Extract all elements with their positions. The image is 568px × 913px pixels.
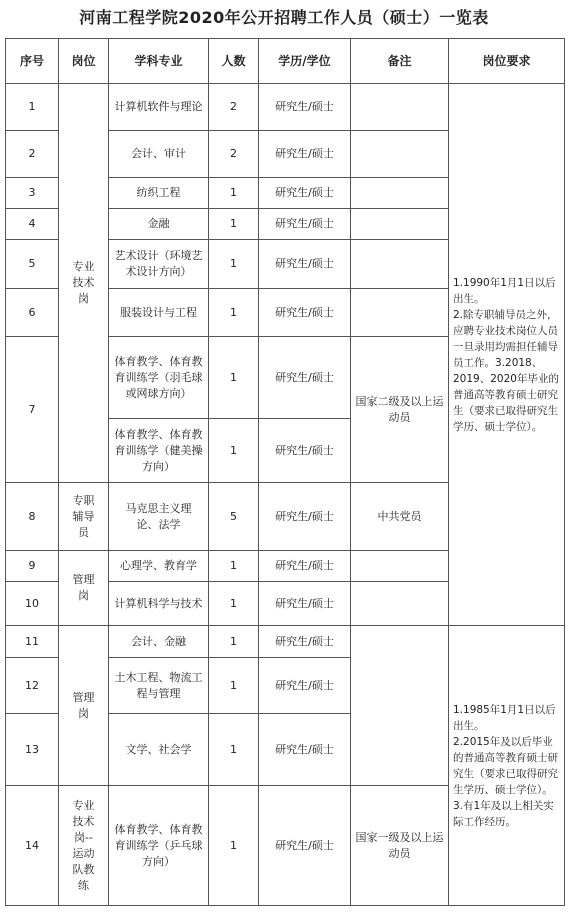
cell-no: 2 <box>6 131 59 178</box>
table-row <box>6 84 565 131</box>
cell-major: 金融 <box>109 209 209 240</box>
cell-major: 会计、金融 <box>109 626 209 658</box>
cell-post: 专职辅导员 <box>59 483 109 551</box>
cell-no: 5 <box>6 240 59 289</box>
cell-degree: 研究生/硕士 <box>259 209 351 240</box>
cell-post: 专业技术岗 <box>59 84 109 483</box>
cell-degree: 研究生/硕士 <box>259 658 351 714</box>
cell-count: 1 <box>209 714 259 786</box>
cell-count: 1 <box>209 658 259 714</box>
cell-count: 1 <box>209 209 259 240</box>
header-remark: 备注 <box>351 39 449 84</box>
cell-remark <box>351 551 449 582</box>
cell-no: 4 <box>6 209 59 240</box>
table-row <box>6 626 565 658</box>
cell-major: 文学、社会学 <box>109 714 209 786</box>
cell-no: 1 <box>6 84 59 131</box>
cell-no: 12 <box>6 658 59 714</box>
cell-major: 会计、审计 <box>109 131 209 178</box>
header-no: 序号 <box>6 39 59 84</box>
cell-degree: 研究生/硕士 <box>259 626 351 658</box>
cell-remark <box>351 84 449 131</box>
cell-no: 10 <box>6 582 59 626</box>
cell-degree: 研究生/硕士 <box>259 582 351 626</box>
cell-degree: 研究生/硕士 <box>259 337 351 419</box>
cell-major: 纺织工程 <box>109 178 209 209</box>
cell-remark <box>351 240 449 289</box>
cell-count: 1 <box>209 289 259 337</box>
cell-major: 服装设计与工程 <box>109 289 209 337</box>
cell-requirement: 1.1985年1月1日以后出生。 2.2015年及以后毕业的普通高等教育硕士研究生（要求已取得研究生学历、硕士学位）。 3.有1年及以上相关实际工作经历。 <box>449 626 565 906</box>
cell-remark <box>351 178 449 209</box>
cell-count: 1 <box>209 419 259 483</box>
cell-no: 14 <box>6 786 59 906</box>
cell-remark <box>351 131 449 178</box>
cell-major: 体育教学、体育教育训练学（乒乓球方向） <box>109 786 209 906</box>
cell-major: 体育教学、体育教育训练学（羽毛球或网球方向） <box>109 337 209 419</box>
cell-major: 艺术设计（环境艺术设计方向） <box>109 240 209 289</box>
cell-degree: 研究生/硕士 <box>259 178 351 209</box>
cell-remark <box>351 582 449 626</box>
cell-no: 6 <box>6 289 59 337</box>
cell-degree: 研究生/硕士 <box>259 483 351 551</box>
cell-count: 2 <box>209 131 259 178</box>
recruitment-table <box>5 38 565 906</box>
cell-major: 计算机科学与技术 <box>109 582 209 626</box>
header-major: 学科专业 <box>109 39 209 84</box>
cell-degree: 研究生/硕士 <box>259 786 351 906</box>
cell-major: 体育教学、体育教育训练学（健美操方向） <box>109 419 209 483</box>
cell-count: 1 <box>209 551 259 582</box>
cell-count: 5 <box>209 483 259 551</box>
header-post: 岗位 <box>59 39 109 84</box>
cell-degree: 研究生/硕士 <box>259 714 351 786</box>
cell-count: 1 <box>209 178 259 209</box>
cell-count: 1 <box>209 337 259 419</box>
cell-no: 8 <box>6 483 59 551</box>
cell-degree: 研究生/硕士 <box>259 419 351 483</box>
cell-major: 心理学、教育学 <box>109 551 209 582</box>
cell-no: 11 <box>6 626 59 658</box>
cell-remark <box>351 289 449 337</box>
cell-degree: 研究生/硕士 <box>259 551 351 582</box>
cell-major: 马克思主义理论、法学 <box>109 483 209 551</box>
cell-post: 管理岗 <box>59 626 109 786</box>
cell-no: 13 <box>6 714 59 786</box>
page-title: 河南工程学院2020年公开招聘工作人员（硕士）一览表 <box>79 8 489 27</box>
cell-remark: 国家一级及以上运动员 <box>351 786 449 906</box>
header-count: 人数 <box>209 39 259 84</box>
cell-remark <box>351 209 449 240</box>
cell-remark: 中共党员 <box>351 483 449 551</box>
cell-count: 2 <box>209 84 259 131</box>
cell-post: 管理岗 <box>59 551 109 626</box>
cell-major: 计算机软件与理论 <box>109 84 209 131</box>
cell-count: 1 <box>209 786 259 906</box>
cell-post: 专业技术岗--运动队教练 <box>59 786 109 906</box>
cell-degree: 研究生/硕士 <box>259 289 351 337</box>
cell-degree: 研究生/硕士 <box>259 240 351 289</box>
cell-degree: 研究生/硕士 <box>259 84 351 131</box>
cell-remark <box>351 626 449 786</box>
cell-major: 土木工程、物流工程与管理 <box>109 658 209 714</box>
header-degree: 学历/学位 <box>259 39 351 84</box>
cell-count: 1 <box>209 582 259 626</box>
header-requirement: 岗位要求 <box>449 39 565 84</box>
cell-no: 7 <box>6 337 59 483</box>
cell-count: 1 <box>209 240 259 289</box>
cell-remark: 国家二级及以上运动员 <box>351 337 449 483</box>
cell-count: 1 <box>209 626 259 658</box>
cell-requirement: 1.1990年1月1日以后出生。 2.除专职辅导员之外，应聘专业技术岗位人员一旦录用均需担任辅导员工作。3.2018、2019、2020年毕业的普通高等教育硕士研究生（要求已取得研究生学历、硕士学位）。 <box>449 84 565 626</box>
cell-degree: 研究生/硕士 <box>259 131 351 178</box>
cell-no: 9 <box>6 551 59 582</box>
cell-no: 3 <box>6 178 59 209</box>
header-row <box>6 39 565 84</box>
